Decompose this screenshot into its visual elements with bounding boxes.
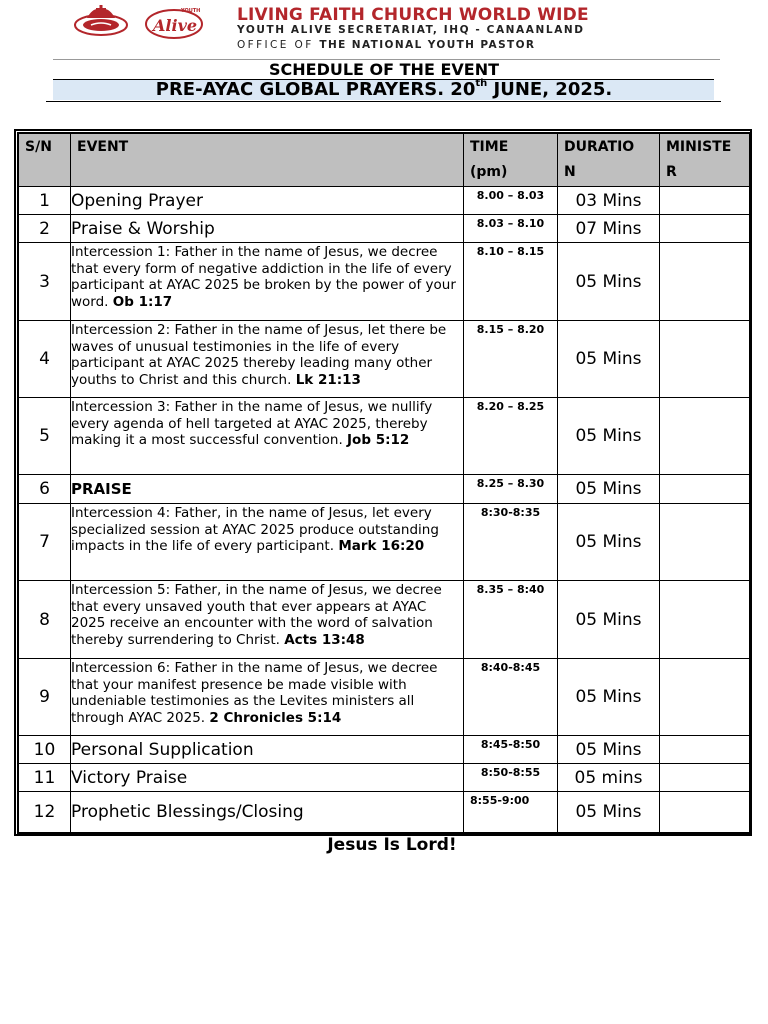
table-row bbox=[19, 764, 750, 792]
row-event: Victory Praise bbox=[71, 764, 464, 792]
footer-text: Jesus Is Lord! bbox=[327, 835, 457, 855]
row-minister bbox=[660, 659, 750, 736]
row-duration: 05 Mins bbox=[558, 581, 660, 659]
col-header-time-l2: (pm) bbox=[470, 164, 508, 180]
row-duration: 05 Mins bbox=[558, 321, 660, 398]
col-header-sn bbox=[19, 134, 71, 187]
row-event-ref: Acts 13:48 bbox=[284, 632, 365, 649]
row-minister bbox=[660, 398, 750, 475]
row-event: Personal Supplication bbox=[71, 736, 464, 764]
office-prefix: OFFICE OF bbox=[237, 39, 314, 51]
church-name: LIVING FAITH CHURCH WORLD WIDE bbox=[237, 5, 589, 25]
row-event-ref: Mark 16:20 bbox=[338, 538, 425, 555]
row-duration: 05 Mins bbox=[558, 504, 660, 581]
secretariat-line: YOUTH ALIVE SECRETARIAT, IHQ - CANAANLAND bbox=[237, 24, 585, 36]
row-event: Praise & Worship bbox=[71, 215, 464, 243]
col-header-minister-l2: R bbox=[666, 164, 677, 180]
row-sn: 4 bbox=[19, 321, 71, 398]
row-event bbox=[71, 398, 464, 475]
schedule-table bbox=[18, 133, 750, 833]
row-duration: 05 Mins bbox=[558, 398, 660, 475]
row-minister bbox=[660, 321, 750, 398]
row-time: 8.20 – 8.25 bbox=[464, 398, 558, 475]
col-header-event-label: EVENT bbox=[77, 139, 129, 155]
row-event-text: Intercession 6: Father in the name of Jesus, we decree that your manifest presence be made visible with undeniable testimonies as the Levites ministers all through AYAC 2025. bbox=[71, 660, 438, 727]
youth-alive-logo bbox=[143, 3, 205, 41]
row-time: 8:45-8:50 bbox=[464, 736, 558, 764]
row-time: 8:40-8:45 bbox=[464, 659, 558, 736]
row-sn: 6 bbox=[19, 475, 71, 504]
row-event-text: Intercession 3: Father in the name of Jesus, we nullify every agenda of hell targeted at AYAC 2025, thereby making it a most successful convention. bbox=[71, 399, 433, 449]
logo-youth-text: YOUTH bbox=[181, 8, 201, 14]
col-header-duration-l2: N bbox=[564, 164, 576, 180]
table-header-row bbox=[19, 134, 750, 187]
row-duration: 05 Mins bbox=[558, 475, 660, 504]
event-title-sup: th bbox=[475, 78, 488, 89]
col-header-minister-label bbox=[660, 134, 749, 186]
office-name: THE NATIONAL YOUTH PASTOR bbox=[319, 39, 536, 51]
table-row bbox=[19, 243, 750, 321]
row-sn: 12 bbox=[19, 792, 71, 833]
col-header-time bbox=[464, 134, 558, 187]
table-row bbox=[19, 398, 750, 475]
row-duration: 05 Mins bbox=[558, 792, 660, 833]
row-minister bbox=[660, 187, 750, 215]
row-time: 8.03 – 8.10 bbox=[464, 215, 558, 243]
church-logo bbox=[73, 5, 129, 37]
row-minister bbox=[660, 475, 750, 504]
title-underline bbox=[46, 101, 721, 102]
table-row bbox=[19, 187, 750, 215]
row-sn: 10 bbox=[19, 736, 71, 764]
row-time: 8.35 – 8:40 bbox=[464, 581, 558, 659]
col-header-minister bbox=[660, 134, 750, 187]
row-event bbox=[71, 659, 464, 736]
row-sn: 2 bbox=[19, 215, 71, 243]
row-duration: 05 Mins bbox=[558, 659, 660, 736]
row-time: 8.25 – 8.30 bbox=[464, 475, 558, 504]
table-row bbox=[19, 321, 750, 398]
row-event: Opening Prayer bbox=[71, 187, 464, 215]
row-event bbox=[71, 504, 464, 581]
row-event-text: Intercession 5: Father, in the name of Jesus, we decree that every unsaved youth that ever appears at AYAC 2025 receive an encounter with the word of salvation thereby surrendering to Christ. bbox=[71, 582, 442, 649]
letterhead bbox=[0, 0, 768, 60]
row-minister bbox=[660, 581, 750, 659]
row-event: Prophetic Blessings/Closing bbox=[71, 792, 464, 833]
row-sn: 8 bbox=[19, 581, 71, 659]
row-time: 8:30-8:35 bbox=[464, 504, 558, 581]
row-event bbox=[71, 321, 464, 398]
row-minister bbox=[660, 504, 750, 581]
row-minister bbox=[660, 736, 750, 764]
row-sn: 11 bbox=[19, 764, 71, 792]
row-event bbox=[71, 581, 464, 659]
schedule-title: SCHEDULE OF THE EVENT bbox=[268, 60, 499, 79]
col-header-minister-l1: MINISTE bbox=[666, 139, 732, 155]
row-minister bbox=[660, 792, 750, 833]
row-event bbox=[71, 243, 464, 321]
row-duration: 05 Mins bbox=[558, 243, 660, 321]
row-time: 8.10 – 8.15 bbox=[464, 243, 558, 321]
row-minister bbox=[660, 243, 750, 321]
event-title bbox=[0, 79, 768, 100]
col-header-duration-label bbox=[558, 134, 659, 186]
row-event-text: Intercession 2: Father in the name of Jesus, let there be waves of unusual testimonies in the life of every participant at AYAC 2025 thereby leading many other youths to Christ and this church. bbox=[71, 322, 447, 389]
row-duration: 05 Mins bbox=[558, 736, 660, 764]
col-header-duration-l1: DURATIO bbox=[564, 139, 635, 155]
event-title-main: PRE-AYAC GLOBAL PRAYERS. 20 bbox=[155, 79, 476, 100]
table-row bbox=[19, 504, 750, 581]
col-header-time-l1: TIME bbox=[470, 139, 509, 155]
row-time: 8:50-8:55 bbox=[464, 764, 558, 792]
col-header-duration bbox=[558, 134, 660, 187]
row-event-ref: Ob 1:17 bbox=[112, 294, 173, 311]
row-event-ref: Job 5:12 bbox=[347, 432, 410, 449]
row-sn: 9 bbox=[19, 659, 71, 736]
row-duration: 03 Mins bbox=[558, 187, 660, 215]
col-header-sn-label: S/N bbox=[25, 139, 52, 155]
row-sn: 5 bbox=[19, 398, 71, 475]
event-title-date: JUNE, 2025. bbox=[487, 79, 613, 100]
row-sn: 1 bbox=[19, 187, 71, 215]
table-row bbox=[19, 581, 750, 659]
row-sn: 7 bbox=[19, 504, 71, 581]
table-row bbox=[19, 475, 750, 504]
table-row bbox=[19, 215, 750, 243]
logo-alive-text: Alive bbox=[153, 16, 198, 35]
row-event-text: Intercession 1: Father in the name of Jesus, we decree that every form of negative addiction in the life of every participant at AYAC 2025 be broken by the power of your word. bbox=[71, 244, 456, 311]
table-row bbox=[19, 792, 750, 833]
row-time: 8:55-9:00 bbox=[464, 792, 558, 833]
table-row bbox=[19, 736, 750, 764]
row-event-ref: 2 Chronicles 5:14 bbox=[209, 710, 342, 727]
row-duration: 07 Mins bbox=[558, 215, 660, 243]
row-duration: 05 mins bbox=[558, 764, 660, 792]
col-header-time-label bbox=[464, 134, 557, 186]
table-row bbox=[19, 659, 750, 736]
row-minister bbox=[660, 215, 750, 243]
office-line bbox=[237, 39, 535, 51]
row-time: 8.00 – 8.03 bbox=[464, 187, 558, 215]
row-event-ref: Lk 21:13 bbox=[295, 372, 361, 389]
row-event: PRAISE bbox=[71, 475, 464, 504]
row-sn: 3 bbox=[19, 243, 71, 321]
col-header-event bbox=[71, 134, 464, 187]
row-event-text: Intercession 4: Father, in the name of Jesus, let every specialized session at AYAC 2025 produce outstanding impacts in the life of every participant. bbox=[71, 505, 439, 555]
row-minister bbox=[660, 764, 750, 792]
row-time: 8.15 – 8.20 bbox=[464, 321, 558, 398]
